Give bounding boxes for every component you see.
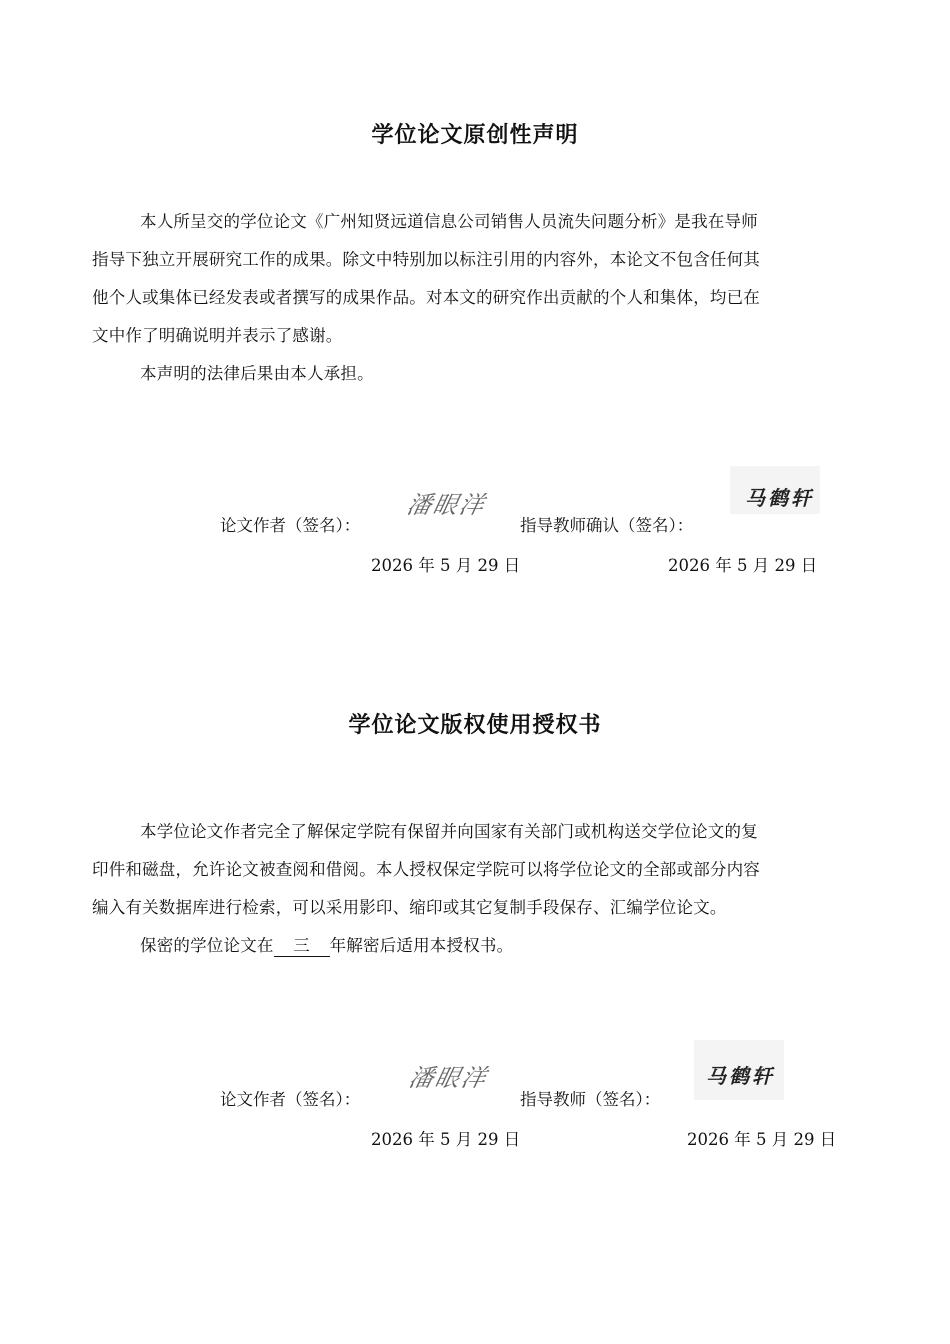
declaration-author-date: 2026 年 5 月 29 日	[371, 556, 521, 575]
secrecy-suffix: 年解密后适用本授权书。	[329, 936, 514, 955]
declaration-advisor-signature: 马鹤轩	[745, 486, 814, 510]
declaration-advisor-label: 指导教师确认（签名）：	[520, 516, 694, 535]
declaration-line-2: 指导下独立开展研究工作的成果。除文中特别加以标注引用的内容外，本论文不包含任何其	[92, 250, 760, 269]
declaration-line-4: 文中作了明确说明并表示了感谢。	[92, 326, 343, 345]
declaration-title: 学位论文原创性声明	[371, 123, 579, 148]
authorization-author-date: 2026 年 5 月 29 日	[371, 1130, 521, 1149]
declaration-paragraph	[92, 203, 860, 393]
declaration-line-1: 本人所呈交的学位论文《广州知贤远道信息公司销售人员流失问题分析》是我在导师	[140, 212, 758, 231]
authorization-paragraph	[92, 813, 860, 965]
declaration-line-3: 他个人或集体已经发表或者撰写的成果作品。对本文的研究作出贡献的个人和集体，均已在	[92, 288, 760, 307]
secrecy-years: 三	[274, 936, 330, 957]
authorization-author-signature: 潘眼洋	[406, 1064, 491, 1092]
declaration-author-label: 论文作者（签名）：	[220, 516, 361, 535]
declaration-advisor-date: 2026 年 5 月 29 日	[668, 556, 818, 575]
authorization-author-label: 论文作者（签名）：	[220, 1090, 361, 1109]
declaration-author-signature: 潘眼洋	[404, 491, 489, 519]
declaration-liability: 本声明的法律后果由本人承担。	[140, 364, 374, 383]
authorization-advisor-signature: 马鹤轩	[706, 1064, 775, 1088]
authorization-line-2: 印件和磁盘，允许论文被查阅和借阅。本人授权保定学院可以将学位论文的全部或部分内容	[92, 860, 760, 879]
authorization-line-3: 编入有关数据库进行检索，可以采用影印、缩印或其它复制手段保存、汇编学位论文。	[92, 898, 727, 917]
authorization-advisor-date: 2026 年 5 月 29 日	[687, 1130, 837, 1149]
secrecy-prefix: 保密的学位论文在	[140, 936, 274, 955]
authorization-advisor-label: 指导教师（签名）：	[520, 1090, 661, 1109]
authorization-title: 学位论文版权使用授权书	[348, 713, 602, 738]
authorization-line-1: 本学位论文作者完全了解保定学院有保留并向国家有关部门或机构送交学位论文的复	[140, 822, 758, 841]
secrecy-statement	[92, 927, 860, 965]
